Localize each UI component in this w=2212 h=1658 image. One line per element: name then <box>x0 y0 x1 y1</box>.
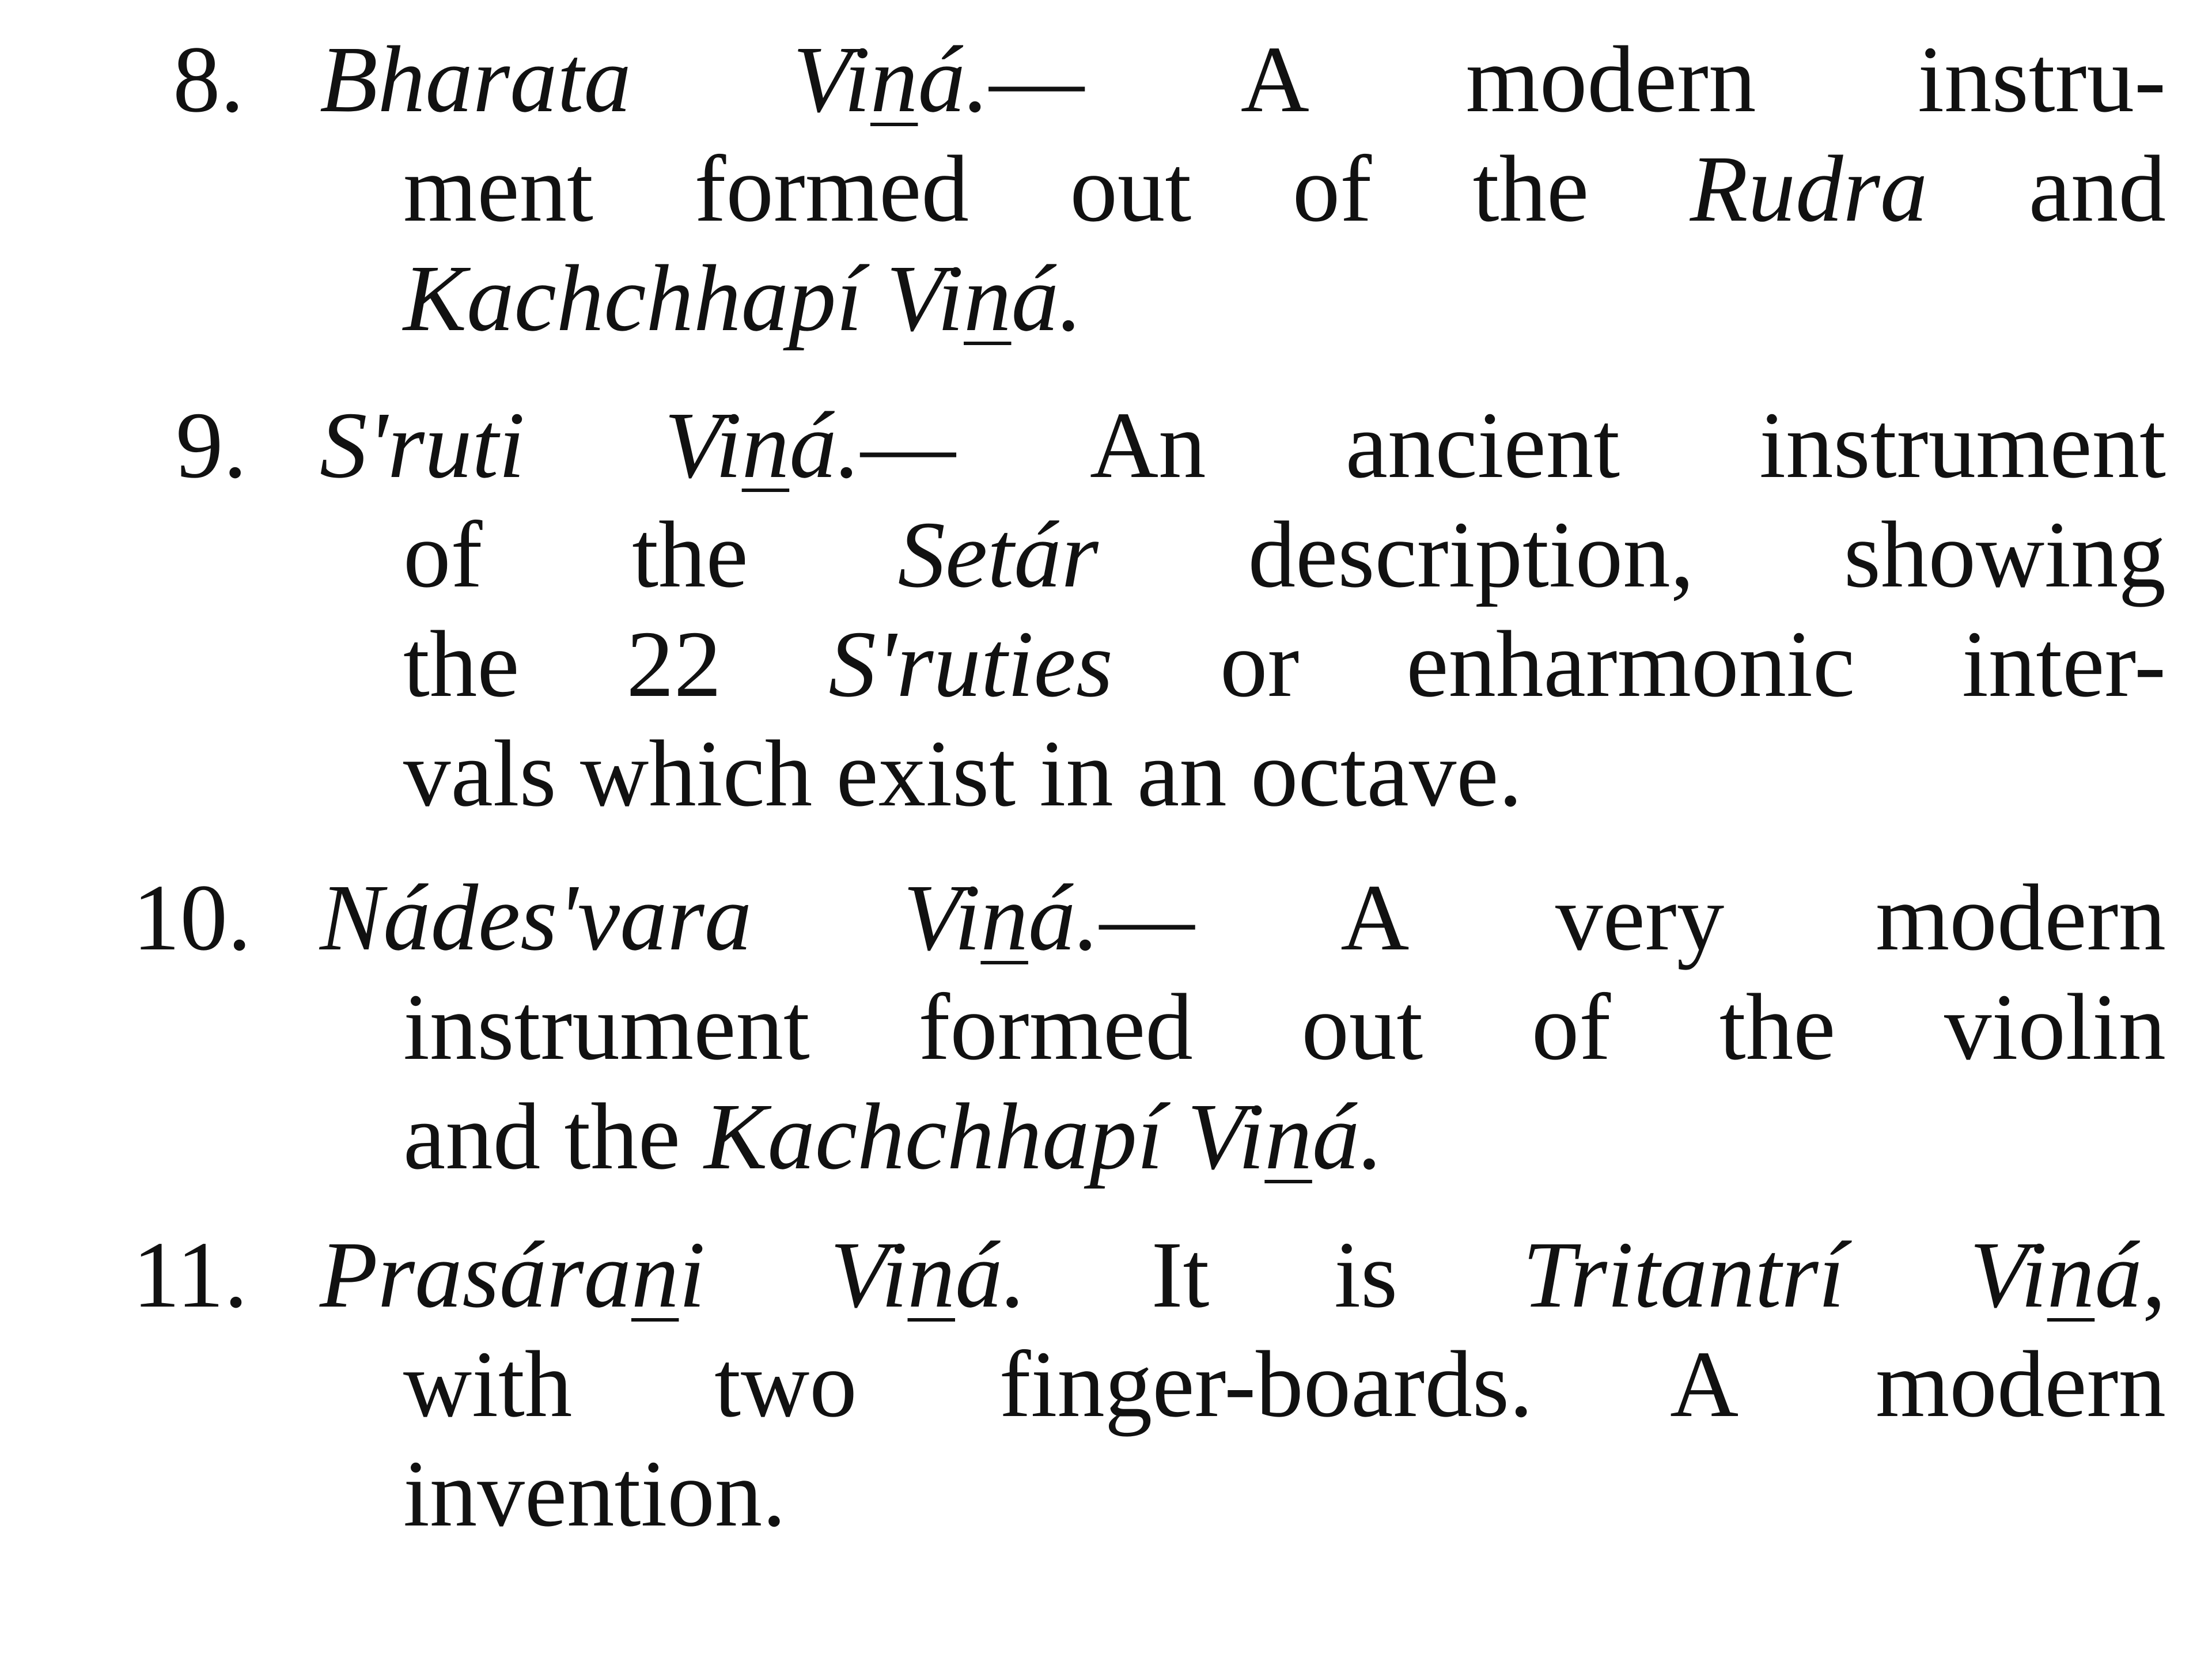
entry-text: ment formed out of the <box>403 136 1690 241</box>
entry-italic-term: S'ruties <box>828 611 1113 717</box>
entry-italic-term: Rudra <box>1690 136 1928 241</box>
entry-text: or enharmonic inter- <box>1113 611 2166 717</box>
entry-title: Bharata <box>320 27 793 132</box>
entry-line <box>403 1441 2166 1546</box>
entry-line <box>403 1331 2166 1437</box>
entry-title: á. <box>955 1222 1027 1327</box>
entry-title: Vi <box>793 27 870 132</box>
entry-number: 10. <box>132 865 252 970</box>
entry-number: 9. <box>176 392 247 498</box>
entry-number: 11. <box>132 1222 248 1327</box>
entry-text: and the <box>403 1084 704 1189</box>
entry-line <box>403 136 2166 241</box>
entry-line <box>403 1084 2166 1189</box>
entry-line <box>403 245 2166 351</box>
entry-italic-term: Kachchhapí Vi <box>403 245 964 351</box>
entry-number: 8. <box>173 27 244 132</box>
entry-title: i Vi <box>679 1222 908 1327</box>
entry-line <box>403 611 2166 717</box>
entry-title: á. <box>1028 865 1100 970</box>
entry-text: — A very modern <box>1099 865 2166 970</box>
entry-text: invention. <box>403 1441 786 1546</box>
entry-title-underlined-letter: n <box>1264 1084 1312 1189</box>
entry-italic-term: Tritantrí Vi <box>1522 1222 2047 1327</box>
entry-text: the 22 <box>403 611 829 717</box>
entry-text: with two finger-boards. A modern <box>403 1331 2166 1437</box>
entry-text: It is <box>1026 1222 1523 1327</box>
entry-line <box>403 721 2166 826</box>
entry-title: á. <box>918 27 990 132</box>
entry-italic-term: á <box>2094 1222 2142 1327</box>
entry-line <box>320 27 2166 132</box>
entry-line <box>403 502 2166 607</box>
entry-italic-term: Kachchhapí Vi <box>704 1084 1265 1189</box>
entry-italic-term: á. <box>1011 245 1083 351</box>
entry-title-underlined-letter: n <box>907 1222 955 1327</box>
entry-italic-term: Setár <box>897 502 1099 607</box>
entry-text: instrument formed out of the violin <box>403 974 2166 1080</box>
entry-title-underlined-letter: n <box>2047 1222 2095 1327</box>
entry-line <box>403 974 2166 1080</box>
entry-italic-term: á. <box>1312 1084 1384 1189</box>
entry-text: — A modern instru- <box>989 27 2166 132</box>
entry-title-underlined-letter: n <box>980 865 1028 970</box>
entry-text: , <box>2142 1222 2166 1327</box>
entry-title-underlined-letter: n <box>964 245 1012 351</box>
entry-text: description, showing <box>1098 502 2166 607</box>
entry-title: Prasára <box>320 1222 631 1327</box>
entry-text: vals which exist in an octave. <box>403 721 1522 826</box>
entry-line <box>320 865 2166 970</box>
entry-title-underlined-letter: n <box>631 1222 679 1327</box>
entry-text: — An ancient instrument <box>860 392 2166 498</box>
entry-title: Nádes'vara Vi <box>320 865 981 970</box>
entry-title: S'ruti Vi <box>320 392 742 498</box>
entry-title-underlined-letter: n <box>870 27 918 132</box>
entry-title-underlined-letter: n <box>741 392 790 498</box>
entry-title: á. <box>789 392 861 498</box>
entry-text: of the <box>403 502 898 607</box>
entry-text: and <box>1927 136 2166 241</box>
entry-line <box>320 392 2166 498</box>
entry-line <box>320 1222 2166 1327</box>
